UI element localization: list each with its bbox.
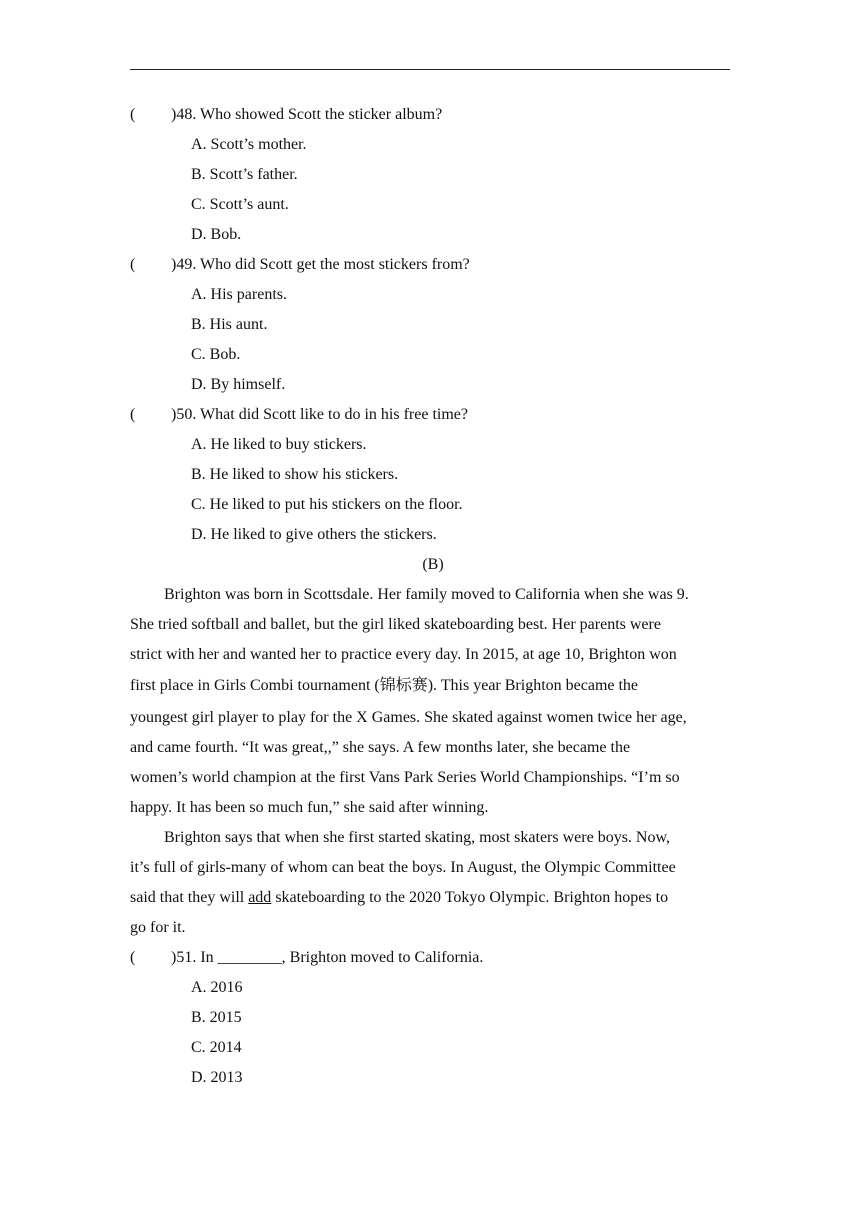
question-48 xyxy=(130,100,736,130)
passage-line: women’s world champion at the first Vans Park Series World Championships. “I’m so xyxy=(130,769,680,786)
passage-paragraph-1 xyxy=(130,580,736,823)
question-49 xyxy=(130,250,736,280)
question-text: )50. What did Scott like to do in his free time? xyxy=(171,406,468,423)
option-c: C. 2014 xyxy=(191,1039,242,1056)
option-d: D. He liked to give others the stickers. xyxy=(191,526,437,543)
question-text: )51. In ________, Brighton moved to California. xyxy=(171,949,484,966)
option-c: C. Scott’s aunt. xyxy=(191,196,289,213)
passage-line: go for it. xyxy=(130,919,186,936)
option-a: A. 2016 xyxy=(191,979,243,996)
passage-line: first place in Girls Combi tournament (锦标赛). This year Brighton became the xyxy=(130,677,639,694)
answer-blank: ( xyxy=(130,949,136,966)
answer-blank: ( xyxy=(130,106,136,123)
answer-blank: ( xyxy=(130,406,136,423)
passage-line: Brighton was born in Scottsdale. Her family moved to California when she was 9. xyxy=(164,586,689,603)
header-rule xyxy=(130,69,730,70)
option-a: A. His parents. xyxy=(191,286,287,303)
option-b: B. His aunt. xyxy=(191,316,268,333)
passage-line: youngest girl player to play for the X Games. She skated against women twice her age, xyxy=(130,709,687,726)
option-d: D. By himself. xyxy=(191,376,286,393)
option-d: D. 2013 xyxy=(191,1069,243,1086)
question-51 xyxy=(130,943,736,973)
option-d: D. Bob. xyxy=(191,226,242,243)
page-content xyxy=(130,100,736,1093)
answer-blank: ( xyxy=(130,256,136,273)
passage-line: it’s full of girls-many of whom can beat the boys. In August, the Olympic Committee xyxy=(130,859,676,876)
underlined-word: add xyxy=(248,889,272,906)
passage-line: strict with her and wanted her to practice every day. In 2015, at age 10, Brighton won xyxy=(130,646,677,663)
section-heading: (B) xyxy=(422,556,444,573)
passage-line: happy. It has been so much fun,” she said after winning. xyxy=(130,799,489,816)
question-50 xyxy=(130,400,736,430)
question-text: )48. Who showed Scott the sticker album? xyxy=(171,106,443,123)
passage-line: Brighton says that when she first started skating, most skaters were boys. Now, xyxy=(164,829,670,846)
passage-text: skateboarding to the 2020 Tokyo Olympic. Brighton hopes to xyxy=(271,889,669,906)
option-c: C. He liked to put his stickers on the floor. xyxy=(191,496,463,513)
option-b: B. Scott’s father. xyxy=(191,166,298,183)
passage-paragraph-2 xyxy=(130,823,736,943)
option-a: A. Scott’s mother. xyxy=(191,136,307,153)
passage-text: said that they will xyxy=(130,889,249,906)
passage-line: She tried softball and ballet, but the girl liked skateboarding best. Her parents were xyxy=(130,616,661,633)
option-b: B. He liked to show his stickers. xyxy=(191,466,399,483)
passage-line: and came fourth. “It was great,,” she says. A few months later, she became the xyxy=(130,739,631,756)
option-b: B. 2015 xyxy=(191,1009,242,1026)
passage-line xyxy=(130,883,736,913)
option-a: A. He liked to buy stickers. xyxy=(191,436,367,453)
question-text: )49. Who did Scott get the most stickers from? xyxy=(171,256,470,273)
option-c: C. Bob. xyxy=(191,346,241,363)
